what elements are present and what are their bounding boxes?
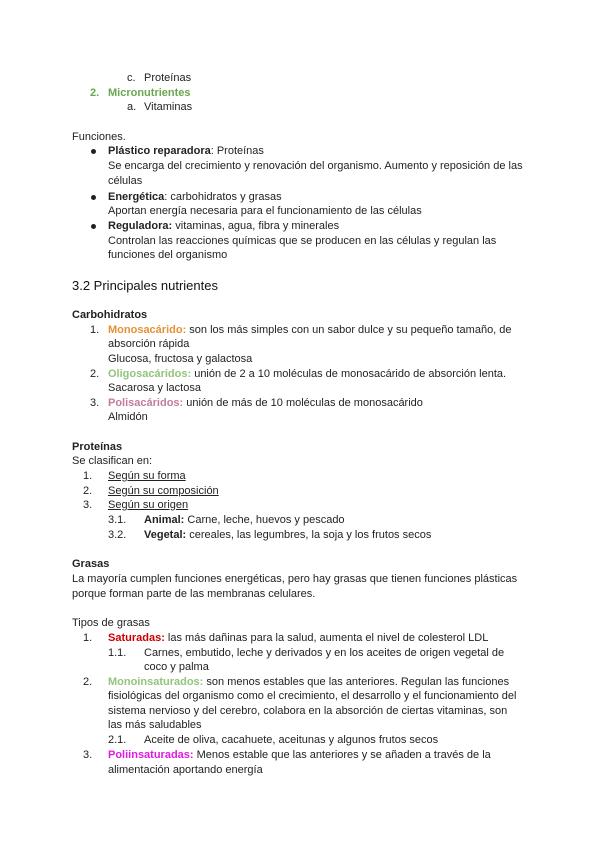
proteinas-heading: Proteínas [72,441,123,453]
term: Polisacáridos: [108,397,184,409]
carb-cont: absorción rápida [108,338,190,350]
term-rest: vitaminas, agua, fibra y minerales [172,220,340,232]
list-marker: 2. [90,368,100,380]
grasa-cont: las más saludables [108,719,202,731]
list-marker: 1. [90,324,100,336]
term: Energética [108,191,165,203]
funcion-plastica [108,144,264,158]
proteinas-item: Según su forma [108,470,186,482]
list-marker: 2.1. [108,734,127,746]
list-marker: c. [127,72,136,84]
term-rest: : carbohidratos y grasas [164,191,282,203]
term: Oligosacáridos: [108,368,192,380]
term-rest: unión de más de 10 moléculas de monosacárido [183,397,423,409]
proteinas-item: Según su composición [108,485,219,497]
list-marker: a. [127,101,137,113]
list-marker: 2. [83,485,93,497]
list-marker: 2. [90,87,100,99]
grasa-cont: alimentación aportando energía [108,764,263,776]
list-marker: 1. [83,470,93,482]
term: Plástico reparadora [108,145,211,157]
bullet-icon [91,224,96,229]
funcion-desc: células [108,175,143,187]
list-marker: 3.1. [108,514,127,526]
funcion-desc: funciones del organismo [108,249,228,261]
list-marker: 2. [83,676,93,688]
term-rest: son menos estables que las anteriores. Regulan las funciones [203,676,510,688]
list-marker: 3. [83,749,93,761]
carb-examples: Glucosa, fructosa y galactosa [108,353,253,365]
grasa-monoinsaturados [108,675,509,689]
carb-polisacaridos [108,396,423,410]
term-rest: Carne, leche, huevos y pescado [184,514,345,526]
proteinas-intro: Se clasifican en: [72,455,153,467]
grasa-sub: coco y palma [144,661,209,673]
term-rest: unión de 2 a 10 moléculas de monosacárido de absorción lenta. [191,368,507,380]
carb-monosacarido [108,323,512,337]
grasas-para: La mayoría cumplen funciones energéticas, pero hay grasas que tienen funciones plásticas [72,573,518,585]
grasas-heading: Grasas [72,558,110,570]
list-marker: 3.2. [108,529,127,541]
proteinas-item: Según su origen [108,499,189,511]
list-item-vitaminas: Vitaminas [144,101,193,113]
term-rest: las más dañinas para la salud, aumenta el nivel de colesterol LDL [164,632,489,644]
grasa-saturadas [108,631,488,645]
term: Vegetal: [144,529,187,541]
carb-oligosacaridos [108,367,506,381]
carbohidratos-heading: Carbohidratos [72,309,148,321]
term: Reguladora: [108,220,173,232]
bullet-icon [91,195,96,200]
grasa-poliinsaturadas [108,748,491,762]
list-marker: 1. [83,632,93,644]
carb-examples: Sacarosa y lactosa [108,382,201,394]
list-item-micronutrientes: Micronutrientes [108,87,191,99]
term: Monoinsaturados: [108,676,204,688]
funcion-reguladora [108,219,339,233]
list-marker: 3. [90,397,100,409]
term-rest: Menos estable que las anteriores y se añaden a través de la [193,749,491,761]
grasa-sub: Aceite de oliva, cacahuete, aceitunas y algunos frutos secos [144,734,439,746]
term: Saturadas: [108,632,165,644]
proteinas-sub-vegetal [144,528,431,542]
grasa-sub: Carnes, embutido, leche y derivados y en los aceites de origen vegetal de [144,647,505,659]
funcion-desc: Aportan energía necesaria para el funcionamiento de las células [108,205,422,217]
term-rest: : Proteínas [210,145,264,157]
funciones-heading: Funciones. [72,131,126,143]
list-item-proteinas: Proteínas [144,72,192,84]
term: Animal: [144,514,185,526]
carb-examples: Almidón [108,411,148,423]
section-title: 3.2 Principales nutrientes [72,278,218,293]
tipos-grasas-heading: Tipos de grasas [72,617,150,629]
list-marker: 1.1. [108,647,127,659]
term-rest: son los más simples con un sabor dulce y su pequeño tamaño, de [186,324,512,336]
funcion-energetica [108,190,282,204]
term: Monosacárido: [108,324,187,336]
list-marker: 3. [83,499,93,511]
grasa-cont: sistema nervioso y del cerebro, colabora en la absorción de ciertas vitaminas, son [108,705,508,717]
term-rest: cereales, las legumbres, la soja y los frutos secos [186,529,432,541]
funcion-desc: Controlan las reacciones químicas que se producen en las células y regulan las [108,235,497,247]
funcion-desc: Se encarga del crecimiento y renovación del organismo. Aumento y reposición de las [108,160,523,172]
grasas-para: porque forman parte de las membranas celulares. [72,588,316,600]
term: Poliinsaturadas: [108,749,194,761]
grasa-cont: fisiológicas del organismo como el crecimiento, el desarrollo y el funcionamiento del [108,690,517,702]
proteinas-sub-animal [144,513,345,527]
bullet-icon [91,149,96,154]
